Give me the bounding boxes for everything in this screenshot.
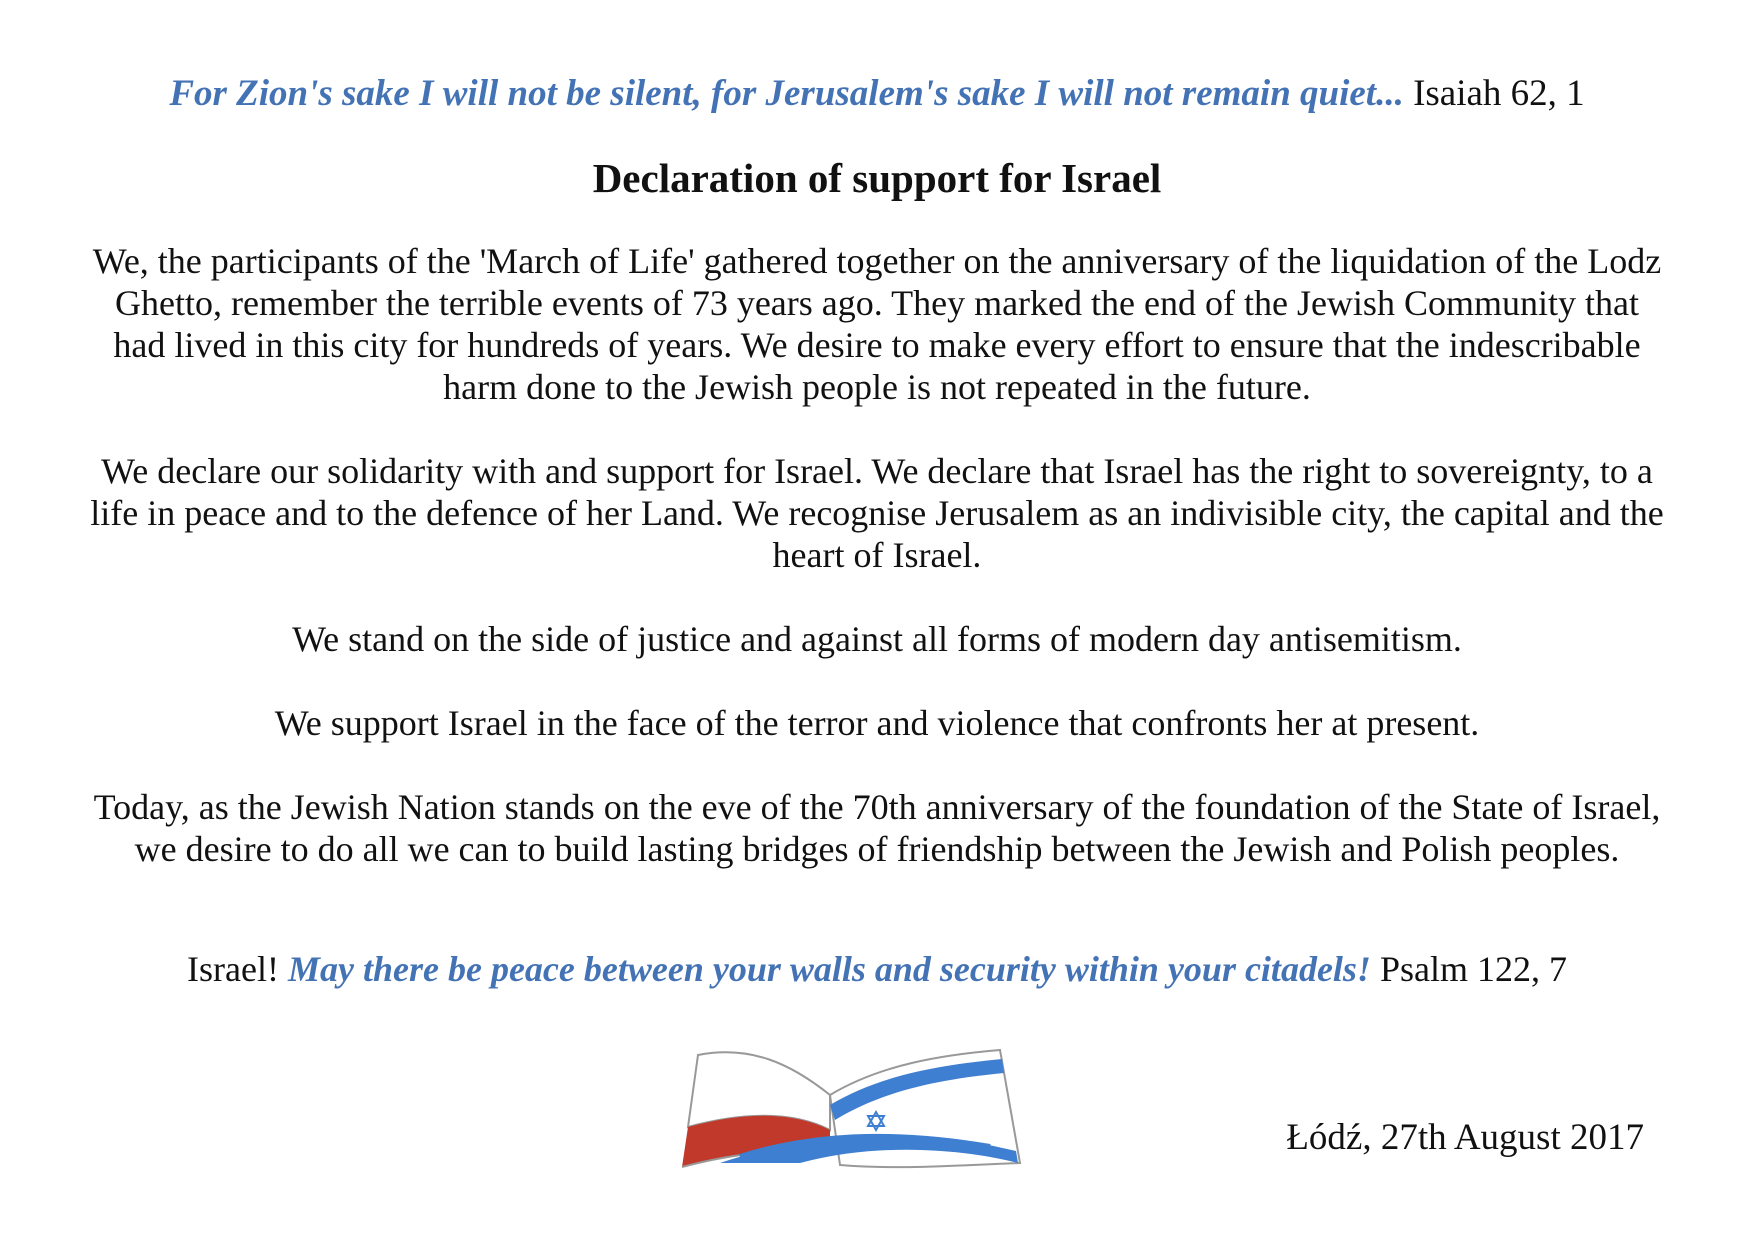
declaration-body — [90, 240, 1664, 912]
epigraph — [0, 70, 1754, 118]
page-title: Declaration of support for Israel — [592, 155, 1162, 201]
polish-israeli-flags-logo-icon — [680, 1035, 1060, 1185]
paragraph-justice: We stand on the side of justice and against all forms of modern day antisemitism. — [292, 619, 1462, 659]
place-and-date: Łódź, 27th August 2017 — [1286, 1117, 1644, 1158]
paragraph-remembrance: We, the participants of the 'March of Life' gathered together on the anniversary of the liquidation of the Lodz Ghetto, remember the terrible events of 73 years ago. They marked the end of the Jewish Community that had lived in this city for hundreds of years. We desire to make every effort to ensure that the indescribable harm done to the Jewish people is not repeated in the future. — [92, 241, 1662, 407]
paragraph-solidarity: We declare our solidarity with and support for Israel. We declare that Israel has the right to sovereignty, to a life in peace and to the defence of her Land. We recognise Jerusalem as an indivisible city, the capital and the heart of Israel. — [90, 451, 1664, 575]
closing-quote: May there be peace between your walls and security within your citadels! — [287, 949, 1371, 989]
paragraph-friendship: Today, as the Jewish Nation stands on the eve of the 70th anniversary of the foundation of the State of Israel, we desire to do all we can to build lasting bridges of friendship between the Jewish and Polish peoples. — [93, 787, 1661, 869]
paragraph-support: We support Israel in the face of the terror and violence that confronts her at present. — [274, 703, 1480, 743]
closing-reference: Psalm 122, 7 — [1379, 949, 1567, 989]
epigraph-quote: For Zion's sake I will not be silent, for Jerusalem's sake I will not remain quiet... — [169, 73, 1404, 114]
epigraph-reference: Isaiah 62, 1 — [1413, 73, 1585, 114]
closing-line — [0, 946, 1754, 992]
closing-lead: Israel! — [187, 949, 279, 989]
